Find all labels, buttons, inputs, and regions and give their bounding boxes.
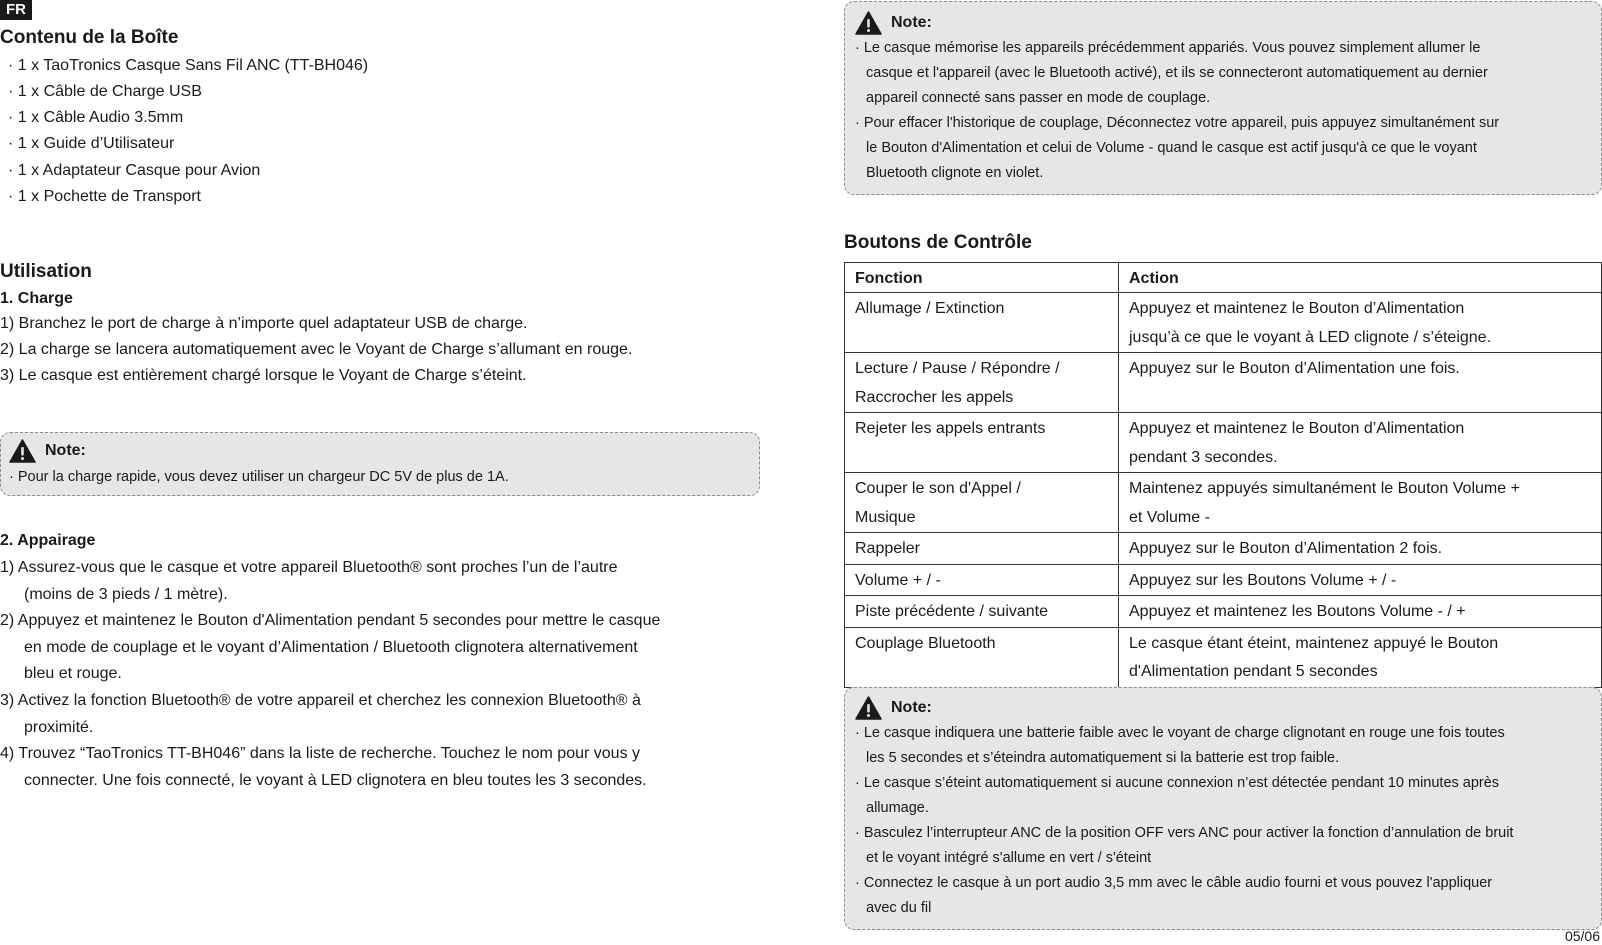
pairing-step-text: en mode de couplage et le voyant d’Alimentation / Bluetooth clignotera alternativement (24, 638, 638, 656)
table-row (845, 473, 1602, 533)
pairing-step-text: 2) Appuyez et maintenez le Bouton d'Alimentation pendant 5 secondes pour mettre le casque (0, 612, 661, 629)
fonction-cell (845, 473, 1119, 533)
note-line-text: · Pour effacer l'historique de couplage, Déconnectez votre appareil, puis appuyez simultanément sur (855, 115, 1500, 131)
note-line-text: le Bouton d'Alimentation et celui de Volume - quand le casque est actif jusqu'à ce que le voyant (866, 140, 1477, 156)
box-item: · 1 x Adaptateur Casque pour Avion (8, 162, 261, 179)
box-item: · 1 x Câble de Charge USB (8, 83, 202, 100)
box-contents-title: Contenu de la Boîte (0, 27, 179, 48)
pairing-step (0, 688, 760, 741)
table-row (845, 596, 1602, 628)
charge-step: 2) La charge se lancera automatiquement avec le Voyant de Charge s’allumant en rouge. (0, 341, 633, 358)
fonction-cell (845, 596, 1119, 628)
cell-line: Appuyez et maintenez le Bouton d’Alimentation (1129, 420, 1465, 437)
warning-icon (855, 696, 882, 720)
warning-icon (855, 11, 882, 35)
table-row (845, 293, 1602, 353)
action-cell (1119, 353, 1602, 413)
note-line (855, 721, 1601, 771)
pairing-step-text: 1) Assurez-vous que le casque et votre appareil Bluetooth® sont proches l’un de l’autre (0, 559, 618, 576)
table-row (845, 564, 1602, 596)
note-line-text: appareil connecté sans passer en mode de couplage. (866, 90, 1211, 106)
note-line-text: et le voyant intégré s'allume en vert / s'éteint (866, 850, 1152, 866)
warning-icon (9, 439, 36, 463)
cell-line: jusqu’à ce que le voyant à LED clignote / s’éteigne. (1129, 328, 1492, 346)
note-label: Note: (45, 442, 86, 459)
controls-title: Boutons de Contrôle (844, 232, 1032, 253)
charge-subtitle: 1. Charge (0, 290, 73, 307)
cell-line: Raccrocher les appels (855, 388, 1014, 406)
cell-line: Le casque étant éteint, maintenez appuyé le Bouton (1129, 634, 1499, 652)
pairing-subtitle: 2. Appairage (0, 532, 96, 549)
note-line (855, 111, 1591, 186)
cell-line: Couper le son d'Appel / (855, 480, 1021, 497)
note-line-text: casque et l'appareil (avec le Bluetooth activé), et ils se connecteront automatiquement au dernier (866, 65, 1488, 81)
bottom-note (844, 687, 1602, 930)
fonction-cell (845, 533, 1119, 565)
note-line-text: · Le casque s’éteint automatiquement si aucune connexion n’est détectée pendant 10 minutes après (855, 775, 1500, 791)
table-row (845, 533, 1602, 565)
cell-line: d'Alimentation pendant 5 secondes (1129, 663, 1378, 680)
action-cell (1119, 627, 1602, 687)
pairing-step-text: (moins de 3 pieds / 1 mètre). (24, 585, 228, 603)
cell-line: Appuyez sur les Boutons Volume + / - (1129, 571, 1397, 589)
note-label: Note: (891, 699, 932, 716)
cell-line: Piste précédente / suivante (855, 603, 1049, 620)
fonction-cell (845, 413, 1119, 473)
table-row (845, 353, 1602, 413)
cell-line: Volume + / - (855, 571, 941, 589)
fonction-cell (845, 564, 1119, 596)
cell-line: pendant 3 secondes. (1129, 448, 1278, 466)
pairing-step (0, 741, 760, 794)
note-line-text: Bluetooth clignote en violet. (866, 165, 1044, 181)
pairing-step-text: 4) Trouvez “TaoTronics TT-BH046” dans la liste de recherche. Touchez le nom pour vous y (0, 745, 641, 762)
box-item: · 1 x TaoTronics Casque Sans Fil ANC (TT-BH046) (8, 57, 369, 74)
cell-line: Rejeter les appels entrants (855, 420, 1046, 437)
language-tag: FR (0, 0, 32, 20)
box-item: · 1 x Guide d’Utilisateur (8, 135, 175, 152)
cell-line: Musique (855, 508, 916, 526)
pairing-step (0, 555, 760, 608)
note-header (9, 439, 751, 463)
pairing-step-text: connecter. Une fois connecté, le voyant à LED clignotera en bleu toutes les 3 secondes. (24, 771, 647, 789)
note-line (855, 36, 1591, 111)
action-cell (1119, 533, 1602, 565)
table-row (845, 413, 1602, 473)
cell-line: Lecture / Pause / Répondre / (855, 360, 1060, 377)
cell-line: Couplage Bluetooth (855, 634, 996, 652)
fonction-cell (845, 353, 1119, 413)
table-header-row (845, 263, 1602, 293)
cell-line: Appuyez sur le Bouton d’Alimentation 2 fois. (1129, 540, 1443, 557)
cell-line: Appuyez sur le Bouton d’Alimentation une fois. (1129, 360, 1460, 377)
cell-line: Rappeler (855, 540, 920, 557)
action-cell (1119, 564, 1602, 596)
note-line-text: allumage. (866, 800, 929, 816)
note-line-text: · Basculez l’interrupteur ANC de la position OFF vers ANC pour activer la fonction d’annulation de bruit (855, 825, 1514, 841)
note-line-text: les 5 secondes et s’éteindra automatiquement si la batterie est trop faible. (866, 750, 1340, 766)
note-line (855, 771, 1601, 821)
page-number: 05/06 (1564, 928, 1600, 944)
cell-line: Appuyez et maintenez les Boutons Volume - / + (1129, 603, 1466, 620)
note-label: Note: (891, 14, 932, 31)
pairing-step-text: bleu et rouge. (24, 665, 122, 682)
charge-step: 1) Branchez le port de charge à n’importe quel adaptateur USB de charge. (0, 315, 528, 332)
note-header (855, 696, 1601, 720)
cell-line: Appuyez et maintenez le Bouton d’Alimentation (1129, 300, 1465, 317)
pairing-step (0, 608, 760, 688)
table-row (845, 627, 1602, 687)
usage-title: Utilisation (0, 261, 92, 282)
fonction-cell (845, 627, 1119, 687)
cell-line: et Volume - (1129, 508, 1210, 526)
top-note (844, 1, 1602, 195)
note-line: · Pour la charge rapide, vous devez utiliser un chargeur DC 5V de plus de 1A. (9, 469, 509, 485)
pairing-step-text: 3) Activez la fonction Bluetooth® de votre appareil et cherchez les connexion Bluetooth® à (0, 692, 641, 709)
controls-table (844, 262, 1602, 688)
charge-step: 3) Le casque est entièrement chargé lorsque le Voyant de Charge s’éteint. (0, 367, 527, 384)
action-cell (1119, 473, 1602, 533)
pairing-step-text: proximité. (24, 718, 94, 736)
box-item: · 1 x Pochette de Transport (8, 188, 201, 205)
cell-line: Allumage / Extinction (855, 300, 1005, 317)
note-line (855, 821, 1601, 871)
charge-note (0, 432, 760, 496)
note-line-text: · Le casque mémorise les appareils précédemment appariés. Vous pouvez simplement allumer le (855, 40, 1481, 56)
fonction-cell (845, 293, 1119, 353)
action-cell (1119, 293, 1602, 353)
note-line-text: · Connectez le casque à un port audio 3,5 mm avec le câble audio fourni et vous pouvez l'appliquer (855, 875, 1493, 891)
note-line (855, 871, 1601, 921)
box-item: · 1 x Câble Audio 3.5mm (8, 109, 184, 126)
note-line-text: · Le casque indiquera une batterie faible avec le voyant de charge clignotant en rouge une fois toutes (855, 725, 1505, 741)
action-cell (1119, 596, 1602, 628)
action-cell (1119, 413, 1602, 473)
header-action: Action (1119, 263, 1602, 293)
note-line-text: avec du fil (866, 900, 932, 916)
cell-line: Maintenez appuyés simultanément le Bouton Volume + (1129, 480, 1520, 497)
note-header (855, 11, 1591, 35)
header-fonction: Fonction (845, 263, 1119, 293)
